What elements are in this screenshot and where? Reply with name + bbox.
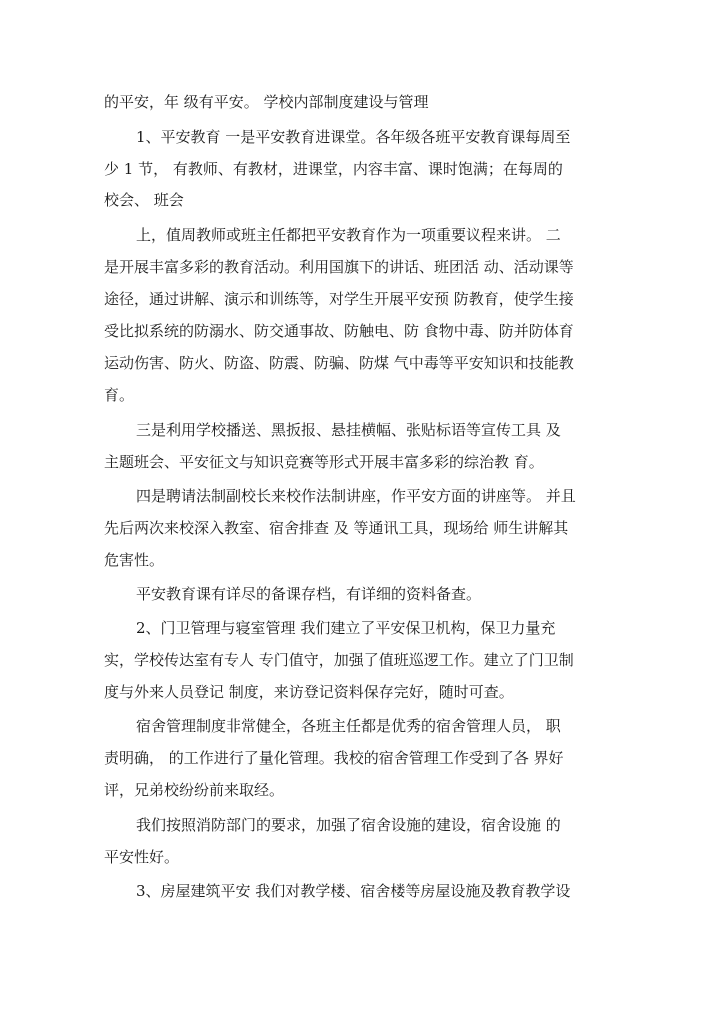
text-line: 的平安，年 级有平安。 学校内部制度建设与管理	[104, 93, 429, 111]
text-line: 先后两次来校深入教室、宿舍排查 及 等通讯工具，现场给 师生讲解其	[104, 519, 569, 537]
text-line: 三是利用学校播送、黑扳报、悬挂横幅、张贴标语等宣传工具 及	[136, 421, 561, 439]
text-line: 3、房屋建筑平安 我们对教学楼、宿舍楼等房屋设施及教育教学设	[136, 882, 571, 900]
text-line: 校会、 班会	[104, 191, 184, 209]
text-line: 1、平安教育 一是平安教育进课堂。各年级各班平安教育课每周至	[136, 128, 571, 146]
text-line: 主题班会、平安征文与知识竞赛等形式开展丰富多彩的综治教 育。	[104, 453, 544, 471]
text-line: 我们按照消防部门的要求，加强了宿舍设施的建设，宿舍设施 的	[136, 816, 561, 834]
text-line: 少 1 节， 有教师、有教材，进课堂，内容丰富、课时饱满；在每周的	[104, 160, 563, 178]
text-line: 2、门卫管理与寝室管理 我们建立了平安保卫机构，保卫力量充	[136, 619, 556, 637]
text-line: 受比拟系统的防溺水、防交通事故、防触电、防 食物中毒、防并防体育	[104, 322, 574, 340]
text-line: 宿舍管理制度非常健全，各班主任都是优秀的宿舍管理人员， 职	[136, 717, 561, 735]
text-line: 育。	[104, 386, 135, 404]
text-line: 上，值周教师或班主任都把平安教育作为一项重要议程来讲。 二	[136, 226, 561, 244]
text-line: 评，兄弟校纷纷前来取经。	[104, 781, 285, 799]
text-line: 平安教育课有详尽的备课存档，有详细的资料备查。	[136, 585, 482, 603]
text-line: 危害性。	[104, 551, 165, 569]
text-line: 度与外来人员登记 制度，来访登记资料保存完好，随时可查。	[104, 683, 514, 701]
text-line: 是开展丰富多彩的教育活动。利用国旗下的讲话、班团活 动、活动课等	[104, 258, 574, 276]
text-line: 运动伤害、防火、防盗、防震、防骗、防煤 气中毒等平安知识和技能教	[104, 354, 574, 372]
text-line: 平安性好。	[104, 848, 180, 866]
text-line: 途径，通过讲解、演示和训练等，对学生开展平安预 防教育，使学生接	[104, 290, 574, 308]
text-line: 责明确， 的工作进行了量化管理。我校的宿舍管理工作受到了各 界好	[104, 749, 564, 767]
text-line: 四是聘请法制副校长来校作法制讲座，作平安方面的讲座等。 并且	[136, 487, 576, 505]
text-line: 实，学校传达室有专人 专门值守，加强了值班巡逻工作。建立了门卫制	[104, 651, 574, 669]
